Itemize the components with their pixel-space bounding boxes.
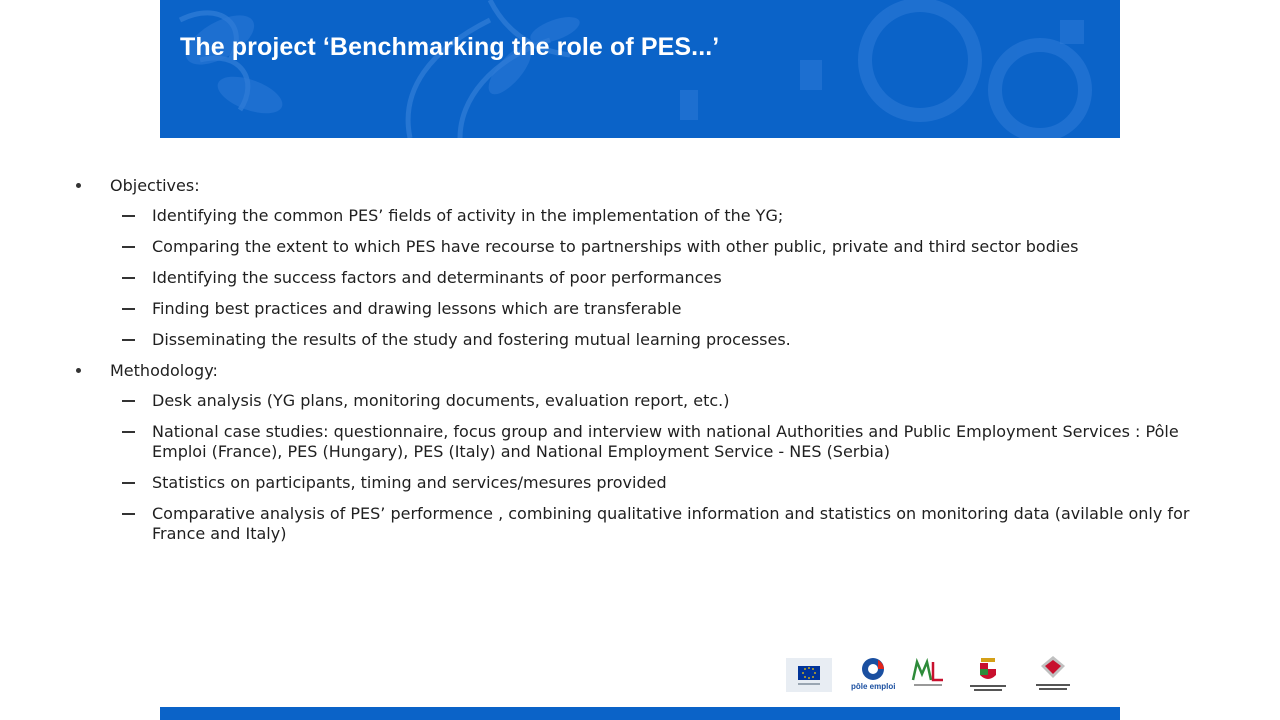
- section-objectives: [76, 176, 1216, 350]
- partner-logos: [780, 652, 1080, 696]
- list-item-text: National case studies: questionnaire, focus group and interview with national Authorities and Public Employment Services : Pôle Emploi (France), PES (Hungary), PES (Italy) and National Employment Service - NES (Serbia): [152, 422, 1179, 461]
- ministry-labour-italy-logo: [910, 656, 946, 692]
- ml-monogram-icon: [910, 656, 946, 692]
- list-item-text: Comparing the extent to which PES have recourse to partnerships with other public, private and third sector bodies: [152, 237, 1079, 256]
- dash-icon: [122, 513, 135, 515]
- list-item-text: Desk analysis (YG plans, monitoring documents, evaluation report, etc.): [152, 391, 730, 410]
- list-item: [110, 237, 1216, 257]
- nes-emblem-icon: [1030, 654, 1076, 694]
- list-item: [110, 206, 1216, 226]
- list-item: [110, 473, 1216, 493]
- list-item: [110, 330, 1216, 350]
- dash-icon: [122, 339, 135, 341]
- content-area: [76, 176, 1216, 555]
- section-label: Methodology:: [110, 361, 218, 380]
- dash-icon: [122, 431, 135, 433]
- dash-icon: [122, 482, 135, 484]
- bullet-icon: [76, 368, 81, 373]
- section-label: Objectives:: [110, 176, 200, 195]
- dash-icon: [122, 246, 135, 248]
- bullet-list: [76, 176, 1216, 544]
- logo-caption: pôle emploi: [851, 682, 896, 691]
- slide-title: The project ‘Benchmarking the role of PES...’: [180, 33, 720, 61]
- list-item-text: Comparative analysis of PES’ performence , combining qualitative information and statistics on monitoring data (avilable only for France and Italy): [152, 504, 1190, 543]
- list-item: [110, 422, 1216, 462]
- list-item-text: Identifying the common PES’ fields of activity in the implementation of the YG;: [152, 206, 784, 225]
- european-commission-logo: [786, 658, 832, 692]
- list-item-text: Identifying the success factors and determinants of poor performances: [152, 268, 722, 287]
- eu-flag-icon: [786, 658, 832, 692]
- serbia-nes-logo: [1030, 654, 1076, 694]
- list-item-text: Statistics on participants, timing and services/mesures provided: [152, 473, 667, 492]
- list-item-text: Finding best practices and drawing lessons which are transferable: [152, 299, 682, 318]
- list-item: [110, 391, 1216, 411]
- dash-icon: [122, 215, 135, 217]
- footer-band: [160, 707, 1120, 720]
- dash-icon: [122, 277, 135, 279]
- hungary-ministry-logo: [964, 656, 1012, 694]
- list-item: [110, 268, 1216, 288]
- dash-icon: [122, 400, 135, 402]
- section-methodology: [76, 361, 1216, 544]
- bullet-icon: [76, 183, 81, 188]
- list-item: [110, 299, 1216, 319]
- hungary-coat-of-arms-icon: [964, 656, 1012, 694]
- objectives-list: [110, 206, 1216, 350]
- list-item-text: Disseminating the results of the study and fostering mutual learning processes.: [152, 330, 791, 349]
- header-band: [160, 0, 1120, 138]
- dash-icon: [122, 308, 135, 310]
- methodology-list: [110, 391, 1216, 544]
- pole-emploi-logo: [848, 656, 898, 692]
- list-item: [110, 504, 1216, 544]
- header-decoration: [160, 0, 1120, 138]
